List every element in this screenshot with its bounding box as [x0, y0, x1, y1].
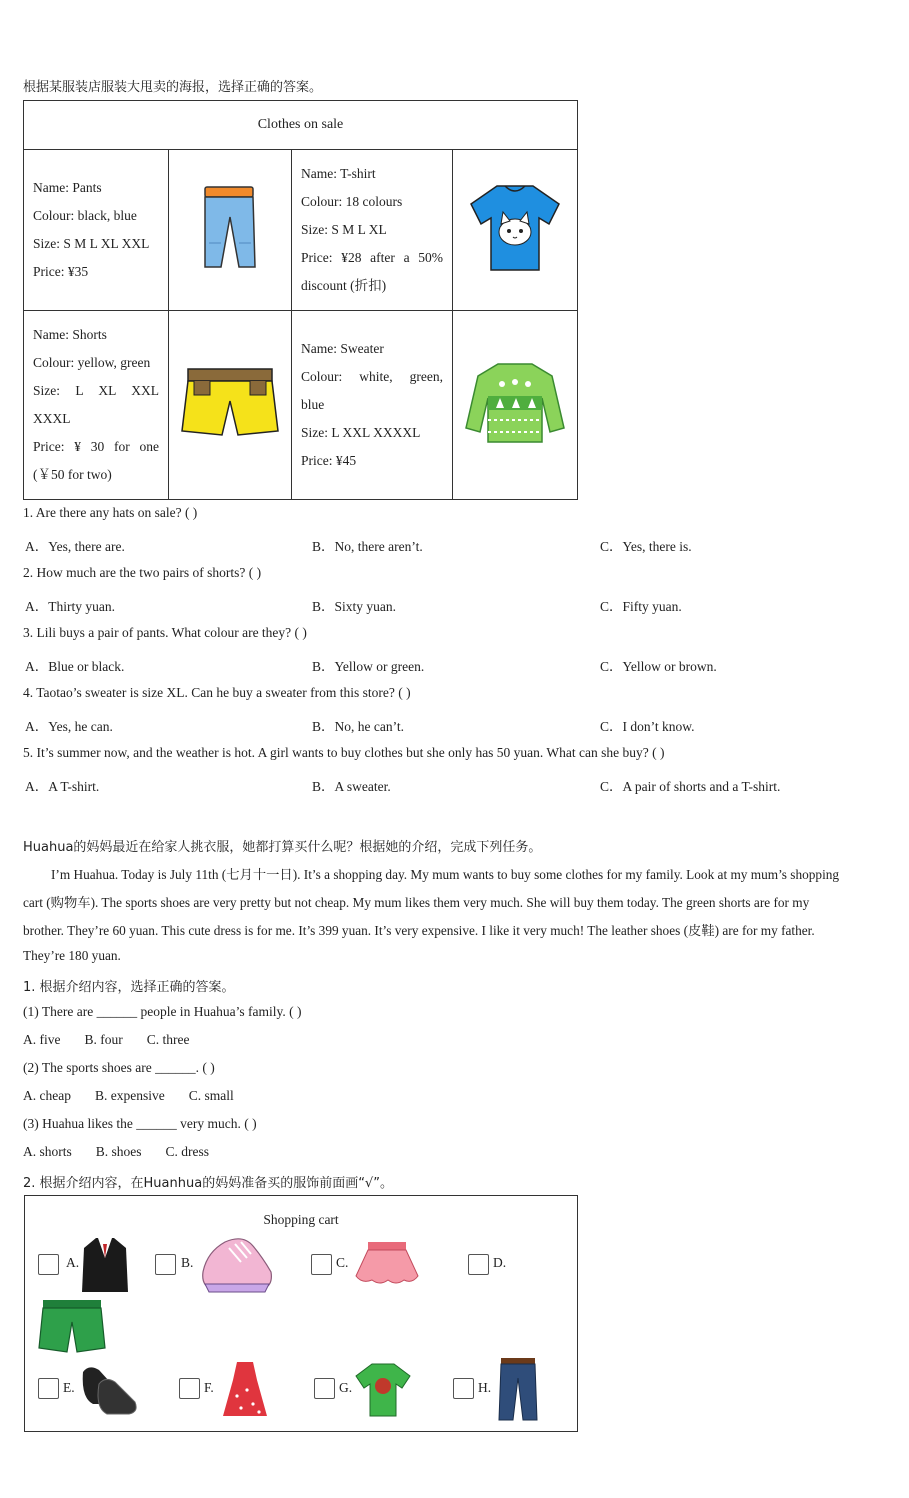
green-shorts-icon	[37, 1298, 107, 1354]
pants-icon	[195, 183, 265, 273]
shorts-image-cell	[169, 311, 292, 500]
q2-option-a[interactable]: A．Thirty yuan.	[25, 599, 115, 614]
mc3-option-c[interactable]: C. dress	[165, 1144, 210, 1159]
q3-option-c[interactable]: C．Yellow or brown.	[600, 659, 717, 674]
q2-option-c[interactable]: C．Fifty yuan.	[600, 599, 682, 614]
tshirt-discount: discount (折扣)	[301, 278, 387, 293]
sweater-price: Price: ¥45	[301, 453, 357, 468]
mc3-option-a[interactable]: A. shorts	[23, 1144, 72, 1159]
option-label-g: G.	[339, 1380, 353, 1395]
q4-option-b[interactable]: B．No, he can’t.	[312, 719, 404, 734]
checkbox-c[interactable]	[311, 1254, 332, 1275]
pants-price: Price: ¥35	[33, 264, 89, 279]
mc3-options	[23, 1144, 209, 1160]
mc2-option-b[interactable]: B. expensive	[94, 1088, 165, 1103]
mc1-option-c[interactable]: C. three	[146, 1032, 190, 1047]
sweater-info-cell	[292, 311, 453, 500]
leather-shoes-icon	[79, 1362, 141, 1418]
sweater-colour-cont: blue	[301, 397, 325, 412]
checkbox-e[interactable]	[38, 1378, 59, 1399]
sports-shoes-icon	[199, 1232, 275, 1296]
q4-option-a[interactable]: A．Yes, he can.	[25, 719, 113, 734]
tshirt-name: Name: T-shirt	[301, 166, 376, 181]
option-label-d: D.	[493, 1255, 507, 1270]
checkbox-f[interactable]	[179, 1378, 200, 1399]
mc2-options	[23, 1088, 234, 1104]
shopping-cart-title: Shopping cart	[263, 1212, 339, 1227]
q5-option-a[interactable]: A．A T-shirt.	[25, 779, 100, 794]
tshirt-size: Size: S M L XL	[301, 222, 387, 237]
q2-option-b[interactable]: B．Sixty yuan.	[312, 599, 397, 614]
mc1-option-b[interactable]: B. four	[84, 1032, 123, 1047]
shorts-size-cont: XXXL	[33, 411, 71, 426]
question-4: 4. Taotao’s sweater is size XL. Can he buy a sweater from this store? ( )	[23, 685, 411, 700]
shorts-price-two: (￥50 for two)	[33, 467, 112, 482]
question-1: 1. Are there any hats on sale? ( )	[23, 505, 198, 520]
pants-image-cell	[169, 150, 292, 311]
question-2: 2. How much are the two pairs of shorts? ( )	[23, 565, 262, 580]
sale-poster-table	[23, 100, 578, 500]
q4-option-c[interactable]: C．I don’t know.	[600, 719, 695, 734]
mc1-options	[23, 1032, 190, 1048]
tshirt-price: Price: ¥28 after a 50%	[301, 250, 443, 265]
tshirt-icon	[467, 180, 563, 276]
mc-question-1: (1) There are ______ people in Huahua’s family. ( )	[23, 1004, 302, 1019]
option-label-f: F.	[204, 1380, 214, 1395]
pants-colour: Colour: black, blue	[33, 208, 137, 223]
q5-option-b[interactable]: B．A sweater.	[312, 779, 391, 794]
checkbox-g[interactable]	[314, 1378, 335, 1399]
mc2-option-c[interactable]: C. small	[188, 1088, 234, 1103]
passage-line-2: cart (购物车). The sports shoes are very pretty but not cheap. My mum likes them very much. She will buy them today. The green shorts are for my	[23, 895, 810, 910]
sweater-name: Name: Sweater	[301, 341, 384, 356]
shorts-name: Name: Shorts	[33, 327, 107, 342]
task-2-heading: 2. 根据介绍内容，在Huanhua的妈妈准备买的服饰前面画“√”。	[23, 1176, 393, 1191]
section2-instruction: Huahua的妈妈最近在给家人挑衣服，她都打算买什么呢？根据她的介绍，完成下列任务。	[23, 840, 542, 855]
shorts-info-cell	[24, 311, 169, 500]
dress-icon	[221, 1360, 269, 1418]
tshirt-info-cell	[292, 150, 453, 311]
sweater-size: Size: L XXL XXXXL	[301, 425, 421, 440]
passage-line-4: They’re 180 yuan.	[23, 948, 121, 963]
shorts-colour: Colour: yellow, green	[33, 355, 151, 370]
passage-line-3: brother. They’re 60 yuan. This cute dress is for me. It’s 399 yuan. It’s very expensive. I like it very much! The leather shoes (皮鞋) are for my father.	[23, 923, 815, 938]
sweater-colour: Colour: white, green,	[301, 369, 443, 384]
option-label-e: E.	[63, 1380, 75, 1395]
mc3-option-b[interactable]: B. shoes	[95, 1144, 142, 1159]
task-1-heading: 1. 根据介绍内容，选择正确的答案。	[23, 980, 235, 995]
checkbox-d[interactable]	[468, 1254, 489, 1275]
shorts-size: Size: L XL XXL	[33, 383, 159, 398]
option-label-c: C.	[336, 1255, 349, 1270]
question-3: 3. Lili buys a pair of pants. What colour are they? ( )	[23, 625, 307, 640]
q5-option-c[interactable]: C．A pair of shorts and a T-shirt.	[600, 779, 781, 794]
q1-option-c[interactable]: C．Yes, there is.	[600, 539, 692, 554]
skirt-icon	[352, 1240, 422, 1286]
passage-line-1: I’m Huahua. Today is July 11th (七月十一日). It’s a shopping day. My mum wants to buy some clothes for my family. Look at my mum’s shopping	[51, 867, 840, 882]
pants-info-cell	[24, 150, 169, 311]
jeans-icon	[497, 1356, 539, 1422]
question-5: 5. It’s summer now, and the weather is hot. A girl wants to buy clothes but she only has 50 yuan. What can she buy? ( )	[23, 745, 665, 760]
mc-question-3: (3) Huahua likes the ______ very much. ( )	[23, 1116, 257, 1131]
tshirt-colour: Colour: 18 colours	[301, 194, 403, 209]
section1-instruction: 根据某服装店服装大甩卖的海报，选择正确的答案。	[23, 80, 323, 95]
q3-option-a[interactable]: A．Blue or black.	[25, 659, 125, 674]
poster-title: Clothes on sale	[24, 101, 578, 150]
sweater-image-cell	[453, 311, 578, 500]
mc1-option-a[interactable]: A. five	[23, 1032, 61, 1047]
tshirt-image-cell	[453, 150, 578, 311]
shopping-cart-box	[24, 1195, 578, 1432]
mc-question-2: (2) The sports shoes are ______. ( )	[23, 1060, 215, 1075]
checkbox-a[interactable]	[38, 1254, 59, 1275]
option-label-b: B.	[181, 1255, 194, 1270]
q1-option-b[interactable]: B．No, there aren’t.	[312, 539, 423, 554]
q3-option-b[interactable]: B．Yellow or green.	[312, 659, 425, 674]
option-label-h: H.	[478, 1380, 492, 1395]
q1-option-a[interactable]: A．Yes, there are.	[25, 539, 125, 554]
suit-jacket-icon	[82, 1236, 128, 1294]
green-tshirt-icon	[354, 1360, 412, 1418]
mc2-option-a[interactable]: A. cheap	[23, 1088, 71, 1103]
checkbox-h[interactable]	[453, 1378, 474, 1399]
pants-name: Name: Pants	[33, 180, 102, 195]
shorts-icon	[180, 365, 280, 441]
checkbox-b[interactable]	[155, 1254, 176, 1275]
pants-size: Size: S M L XL XXL	[33, 236, 150, 251]
option-label-a: A.	[66, 1255, 80, 1270]
sweater-icon	[462, 358, 568, 448]
shorts-price: Price: ¥ 30 for one	[33, 439, 159, 454]
